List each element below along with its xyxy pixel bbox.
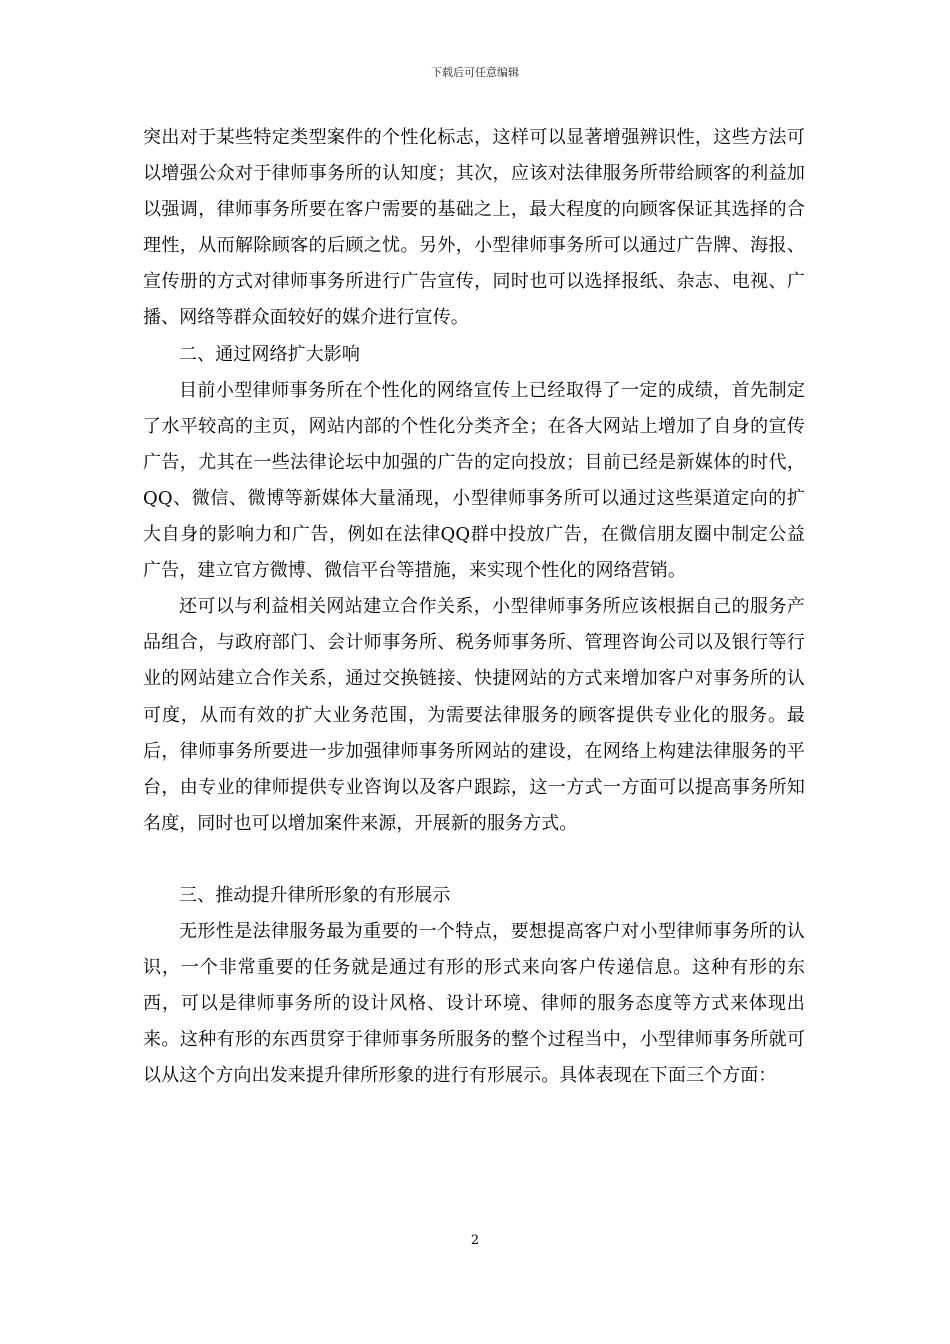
page-number: 2	[470, 1233, 480, 1248]
blank-line	[143, 842, 805, 878]
document-body	[143, 120, 805, 1094]
paragraph-network-promotion: 目前小型律师事务所在个性化的网络宣传上已经取得了一定的成绩，首先制定了水平较高的主页，网站内部的个性化分类齐全；在各大网站上增加了自身的宣传广告，尤其在一些法律论坛中加强的广告的定向投放；目前已经是新媒体的时代，QQ、微信、微博等新媒体大量涌现，小型律师事务所可以通过这些渠道定向的扩大自身的影响力和广告，例如在法律QQ群中投放广告，在微信朋友圈中制定公益广告，建立官方微博、微信平台等措施，来实现个性化的网络营销。	[143, 379, 805, 582]
paragraph-tangible-display: 无形性是法律服务最为重要的一个特点，要想提高客户对小型律师事务所的认识，一个非常重要的任务就是通过有形的形式来向客户传递信息。这种有形的东西，可以是律师事务所的设计风格、设计环境、律师的服务态度等方式来体现出来。这种有形的东西贯穿于律师事务所服务的整个过程当中，小型律师事务所就可以从这个方向出发来提升律所形象的进行有形展示。具体表现在下面三个方面：	[143, 920, 805, 1087]
paragraph-continuation: 突出对于某些特定类型案件的个性化标志，这样可以显著增强辨识性，这些方法可以增强公众对于律师事务所的认知度；其次，应该对法律服务所带给顾客的利益加以强调，律师事务所要在客户需要的基础之上，最大程度的向顾客保证其选择的合理性，从而解除顾客的后顾之忧。另外，小型律师事务所可以通过广告牌、海报、宣传册的方式对律师事务所进行广告宣传，同时也可以选择报纸、杂志、电视、广播、网络等群众面较好的媒介进行宣传。	[143, 127, 805, 329]
page-header: 下载后可任意编辑	[431, 66, 519, 79]
section-heading-3: 三、推动提升律所形象的有形展示	[179, 884, 451, 906]
section-heading-2: 二、通过网络扩大影响	[179, 343, 360, 365]
paragraph-website-cooperation: 还可以与利益相关网站建立合作关系，小型律师事务所应该根据自己的服务产品组合，与政府部门、会计师事务所、税务师事务所、管理咨询公司以及银行等行业的网站建立合作关系，通过交换链接、快捷网站的方式来增加客户对事务所的认可度，从而有效的扩大业务范围，为需要法律服务的顾客提供专业化的服务。最后，律师事务所要进一步加强律师事务所网站的建设，在网络上构建法律服务的平台，由专业的律师提供专业咨询以及客户跟踪，这一方式一方面可以提高事务所知名度，同时也可以增加案件来源，开展新的服务方式。	[143, 596, 805, 834]
